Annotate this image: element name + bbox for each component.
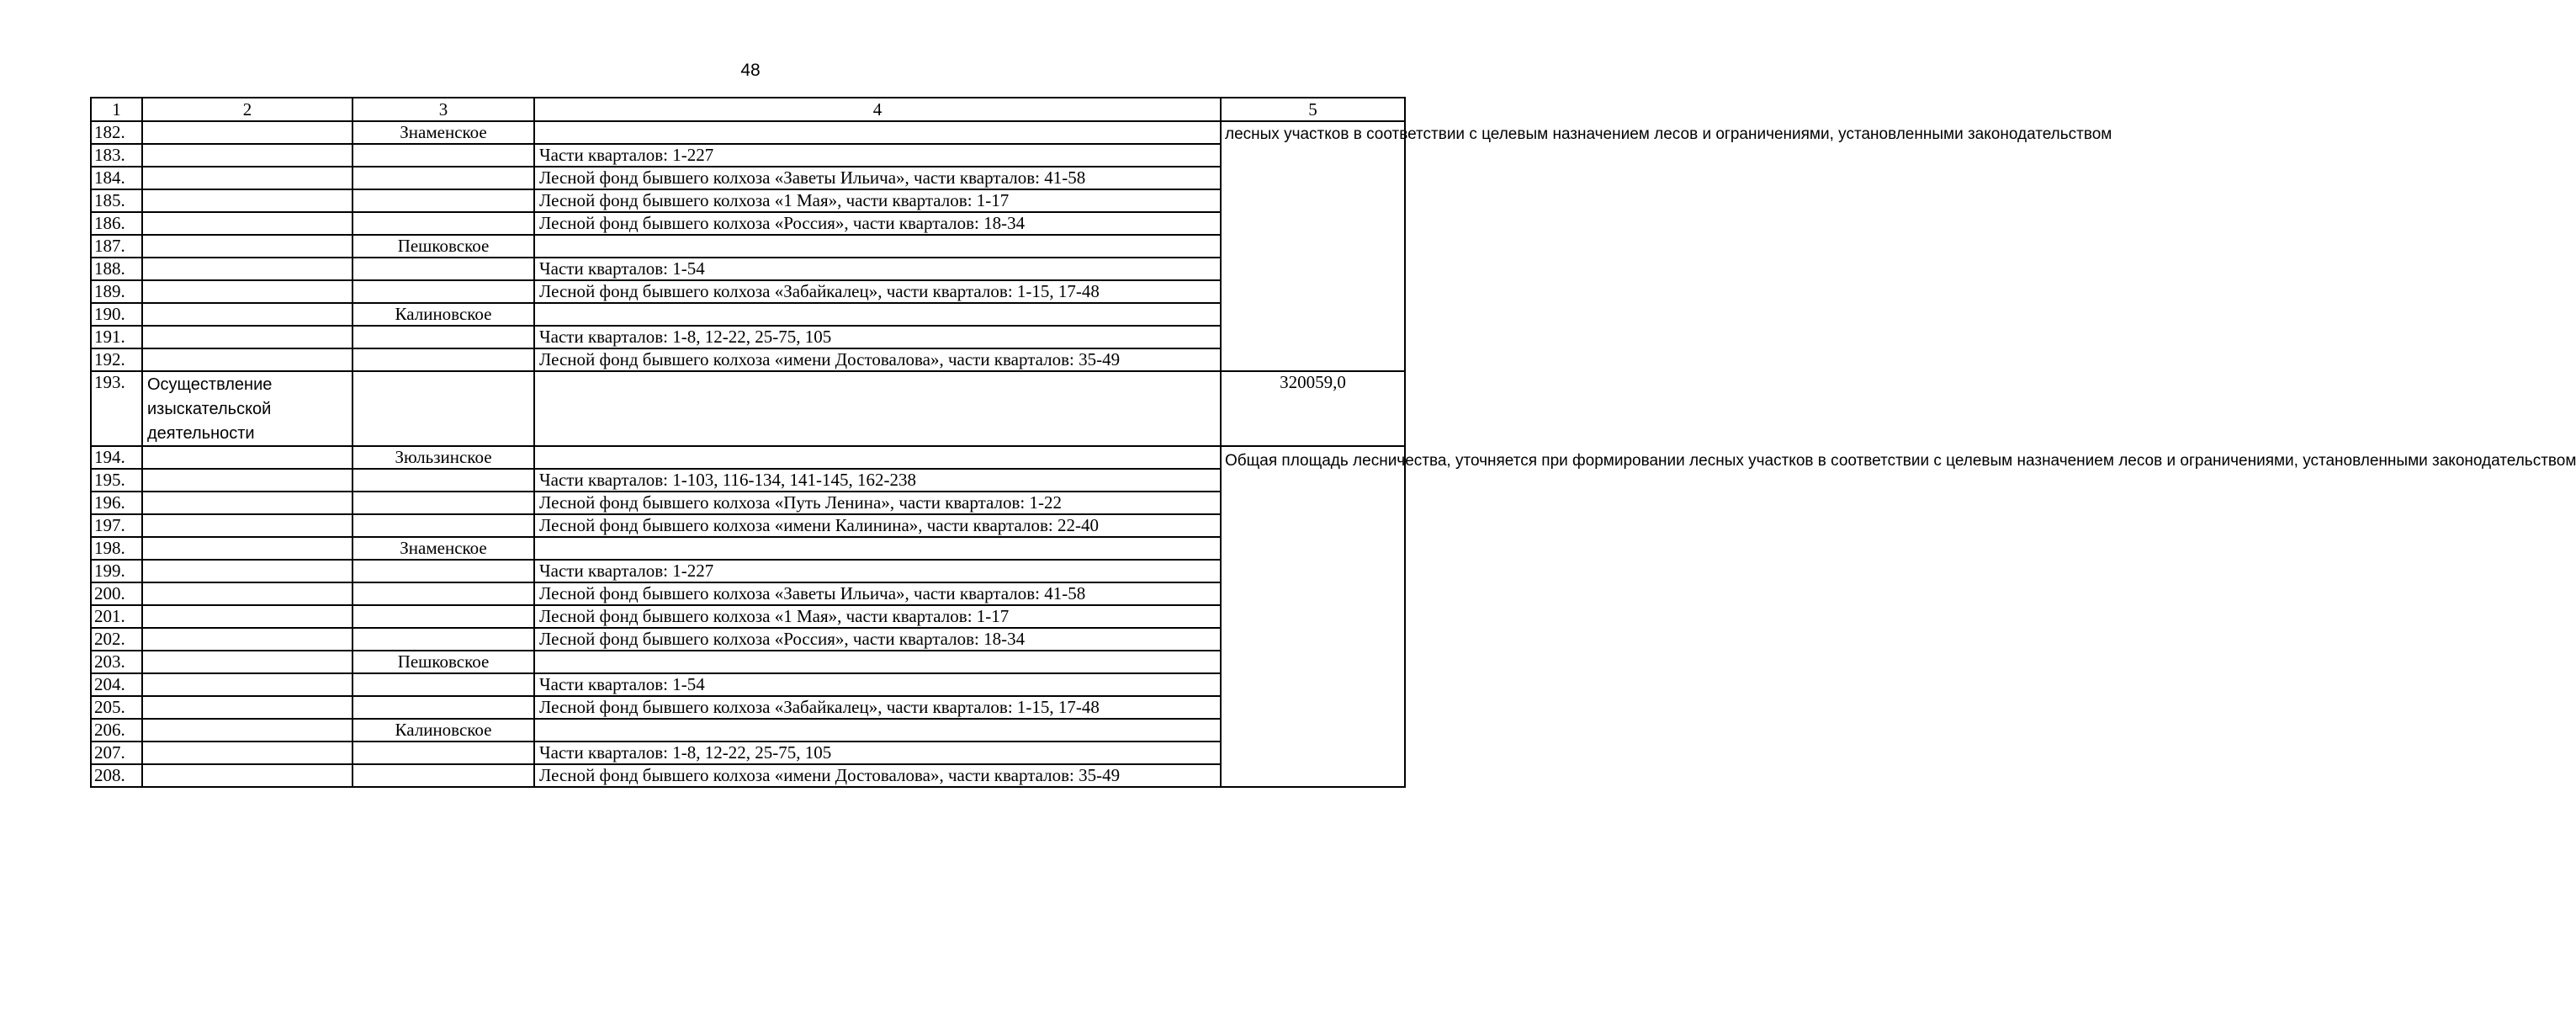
activity-cell [142, 514, 352, 537]
header-col-4: 4 [534, 98, 1221, 121]
quarters-cell: Лесной фонд бывшего колхоза «Заветы Ильича», части кварталов: 41-58 [534, 167, 1221, 189]
district-cell [352, 371, 534, 446]
quarters-cell [534, 537, 1221, 560]
district-cell: Зюльзинское [352, 446, 534, 469]
table-row [91, 303, 1405, 326]
row-number: 202. [91, 628, 142, 651]
district-cell [352, 582, 534, 605]
district-cell: Знаменское [352, 537, 534, 560]
table-row [91, 742, 1405, 764]
quarters-cell: Лесной фонд бывшего колхоза «1 Мая», части кварталов: 1-17 [534, 189, 1221, 212]
district-cell [352, 469, 534, 492]
district-cell [352, 673, 534, 696]
row-number: 190. [91, 303, 142, 326]
table-row [91, 651, 1405, 673]
activity-cell [142, 303, 352, 326]
activity-cell [142, 719, 352, 742]
activity-cell [142, 673, 352, 696]
table-row [91, 560, 1405, 582]
quarters-cell: Лесной фонд бывшего колхоза «Путь Ленина», части кварталов: 1-22 [534, 492, 1221, 514]
table-row [91, 719, 1405, 742]
district-cell [352, 280, 534, 303]
quarters-cell: Лесной фонд бывшего колхоза «Забайкалец», части кварталов: 1-15, 17-48 [534, 696, 1221, 719]
row-number: 183. [91, 144, 142, 167]
row-number: 193. [91, 371, 142, 446]
quarters-cell: Части кварталов: 1-227 [534, 144, 1221, 167]
district-cell [352, 326, 534, 348]
district-cell: Знаменское [352, 121, 534, 144]
table-row [91, 235, 1405, 258]
row-number: 204. [91, 673, 142, 696]
district-cell: Калиновское [352, 303, 534, 326]
quarters-cell: Части кварталов: 1-103, 116-134, 141-145, 162-238 [534, 469, 1221, 492]
row-number: 184. [91, 167, 142, 189]
quarters-cell: Лесной фонд бывшего колхоза «1 Мая», части кварталов: 1-17 [534, 605, 1221, 628]
table-row [91, 144, 1405, 167]
row-number: 182. [91, 121, 142, 144]
row-number: 189. [91, 280, 142, 303]
row-number: 192. [91, 348, 142, 371]
header-col-2: 2 [142, 98, 352, 121]
activity-cell [142, 469, 352, 492]
activity-cell [142, 742, 352, 764]
table-row [91, 673, 1405, 696]
row-number: 201. [91, 605, 142, 628]
notes-cell: Общая площадь лесничества, уточняется при формировании лесных участков в соответствии с целевым назначением лесов и ограничениями, установленными законодательством [1221, 446, 1405, 787]
district-cell [352, 492, 534, 514]
quarters-cell [534, 719, 1221, 742]
district-cell [352, 696, 534, 719]
district-cell [352, 348, 534, 371]
row-number: 199. [91, 560, 142, 582]
row-number: 203. [91, 651, 142, 673]
row-number: 186. [91, 212, 142, 235]
quarters-cell: Лесной фонд бывшего колхоза «Заветы Ильича», части кварталов: 41-58 [534, 582, 1221, 605]
district-cell [352, 742, 534, 764]
activity-cell [142, 696, 352, 719]
activity-cell [142, 628, 352, 651]
row-number: 194. [91, 446, 142, 469]
row-number: 208. [91, 764, 142, 787]
row-number: 205. [91, 696, 142, 719]
table-row [91, 348, 1405, 371]
quarters-cell: Лесной фонд бывшего колхоза «имени Достовалова», части кварталов: 35-49 [534, 764, 1221, 787]
activity-label: Осуществление изыскательской деятельности [147, 375, 273, 443]
activity-cell [142, 189, 352, 212]
activity-cell [142, 371, 352, 446]
district-cell [352, 514, 534, 537]
activity-cell [142, 167, 352, 189]
district-cell [352, 189, 534, 212]
table-row [91, 514, 1405, 537]
quarters-cell: Лесной фонд бывшего колхоза «имени Достовалова», части кварталов: 35-49 [534, 348, 1221, 371]
activity-cell [142, 258, 352, 280]
header-col-3: 3 [352, 98, 534, 121]
notes-cell: лесных участков в соответствии с целевым назначением лесов и ограничениями, установленными законодательством [1221, 121, 1405, 371]
forest-use-table [90, 97, 2576, 788]
row-number: 188. [91, 258, 142, 280]
activity-cell [142, 560, 352, 582]
district-cell [352, 212, 534, 235]
table-row [91, 696, 1405, 719]
activity-cell [142, 651, 352, 673]
district-cell [352, 258, 534, 280]
table-row [91, 326, 1405, 348]
table-row [91, 628, 1405, 651]
row-number: 197. [91, 514, 142, 537]
activity-cell [142, 212, 352, 235]
row-number: 207. [91, 742, 142, 764]
district-cell [352, 628, 534, 651]
quarters-cell: Части кварталов: 1-227 [534, 560, 1221, 582]
row-number: 187. [91, 235, 142, 258]
activity-cell [142, 121, 352, 144]
district-cell: Пешковское [352, 235, 534, 258]
quarters-cell [534, 371, 1221, 446]
quarters-cell: Лесной фонд бывшего колхоза «Забайкалец», части кварталов: 1-15, 17-48 [534, 280, 1221, 303]
row-number: 195. [91, 469, 142, 492]
quarters-cell [534, 235, 1221, 258]
header-row [91, 98, 1405, 121]
row-number: 191. [91, 326, 142, 348]
activity-cell [142, 605, 352, 628]
table-row [91, 189, 1405, 212]
activity-cell [142, 537, 352, 560]
table-row [91, 446, 1405, 469]
page-number: 48 [740, 61, 761, 80]
activity-cell [142, 582, 352, 605]
table-row [91, 492, 1405, 514]
table-row [91, 605, 1405, 628]
activity-cell [142, 144, 352, 167]
activity-cell [142, 492, 352, 514]
quarters-cell: Части кварталов: 1-8, 12-22, 25-75, 105 [534, 326, 1221, 348]
district-cell: Калиновское [352, 719, 534, 742]
row-number: 185. [91, 189, 142, 212]
activity-cell [142, 348, 352, 371]
activity-cell [142, 280, 352, 303]
table-row [91, 121, 1405, 144]
table-row [91, 582, 1405, 605]
header-col-1: 1 [91, 98, 142, 121]
quarters-cell: Части кварталов: 1-54 [534, 258, 1221, 280]
table-row [91, 371, 1405, 446]
quarters-cell [534, 121, 1221, 144]
table-row [91, 469, 1405, 492]
quarters-cell: Части кварталов: 1-8, 12-22, 25-75, 105 [534, 742, 1221, 764]
row-number: 206. [91, 719, 142, 742]
quarters-cell [534, 651, 1221, 673]
quarters-cell: Лесной фонд бывшего колхоза «имени Калинина», части кварталов: 22-40 [534, 514, 1221, 537]
quarters-cell: Лесной фонд бывшего колхоза «Россия», части кварталов: 18-34 [534, 212, 1221, 235]
table-row [91, 537, 1405, 560]
activity-cell [142, 446, 352, 469]
quarters-cell [534, 446, 1221, 469]
quarters-cell: Лесной фонд бывшего колхоза «Россия», части кварталов: 18-34 [534, 628, 1221, 651]
district-cell [352, 560, 534, 582]
table-row [91, 280, 1405, 303]
quarters-cell [534, 303, 1221, 326]
activity-cell [142, 764, 352, 787]
district-cell [352, 764, 534, 787]
row-number: 198. [91, 537, 142, 560]
table-row [91, 167, 1405, 189]
district-cell [352, 167, 534, 189]
area-cell: 320059,0 [1221, 371, 1405, 446]
row-number: 200. [91, 582, 142, 605]
district-cell: Пешковское [352, 651, 534, 673]
district-cell [352, 144, 534, 167]
quarters-cell: Части кварталов: 1-54 [534, 673, 1221, 696]
header-col-5: 5 [1221, 98, 1405, 121]
table-row [91, 212, 1405, 235]
district-cell [352, 605, 534, 628]
row-number: 196. [91, 492, 142, 514]
table-row [91, 258, 1405, 280]
activity-cell [142, 235, 352, 258]
activity-cell [142, 326, 352, 348]
table-row [91, 764, 1405, 787]
